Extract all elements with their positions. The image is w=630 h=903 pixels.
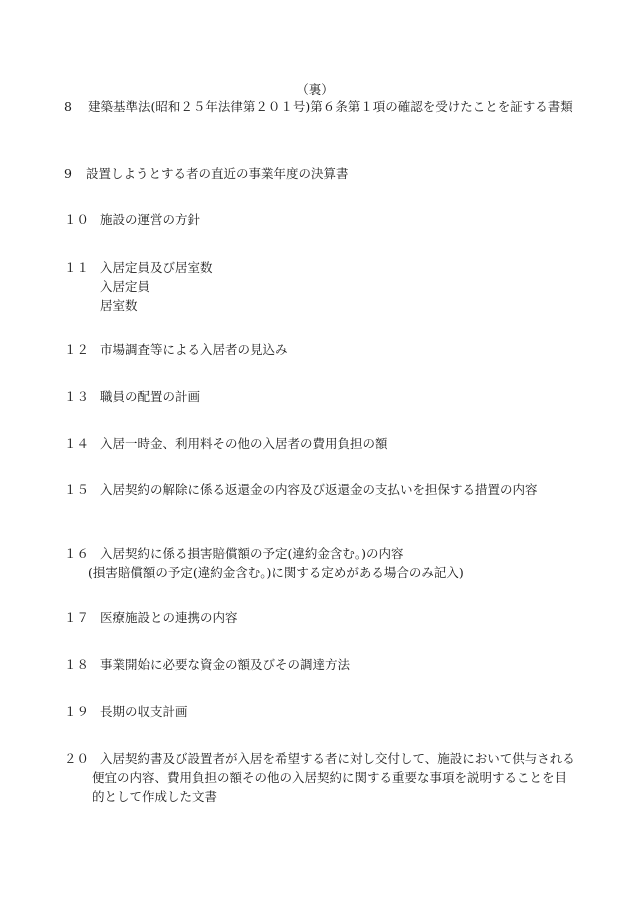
list-item [64,210,574,229]
list-item [64,608,574,627]
sub-item-rooms: 居室数 [100,298,138,313]
item-number: １４ [64,436,90,451]
page-heading: （裏） [296,82,334,97]
item-text: 医療施設との連携の内容 [100,610,238,625]
item-number: 8 [64,99,72,114]
item-number: 9 [64,166,72,181]
item-text: 職員の配置の計画 [100,389,201,404]
list-item [64,749,574,806]
item-text: 入居契約の解除に係る返還金の内容及び返還金の支払いを担保する措置の内容 [100,482,538,497]
item-number: １５ [64,482,90,497]
item-number: １２ [64,342,90,357]
list-item [64,480,574,499]
item-number: １０ [64,212,90,227]
item-number: １３ [64,389,90,404]
list-item [64,164,574,183]
item-text: 設置しようとする者の直近の事業年度の決算書 [86,166,349,181]
list-item [64,97,574,116]
item-note: (損害賠償額の予定(違約金含む。)に関する定めがある場合のみ記入) [88,565,464,580]
item-text: 事業開始に必要な資金の額及びその調達方法 [100,657,351,672]
list-item [64,434,574,453]
item-number: ２０ [64,751,90,766]
item-text: 施設の運営の方針 [100,212,201,227]
list-item [64,544,574,582]
item-text: 入居定員及び居室数 [100,260,213,275]
list-item [64,387,574,406]
list-item [64,258,574,315]
item-number: １７ [64,610,90,625]
item-number: １１ [64,260,90,275]
item-number: １６ [64,546,90,561]
sub-item-capacity: 入居定員 [100,279,151,294]
item-text: 入居契約に係る損害賠償額の予定(違約金含む。)の内容 [100,546,404,561]
item-number: １８ [64,657,90,672]
item-text: 入居契約書及び設置者が入居を希望する者に対し交付して、施設において供与される便宜の内容、費用負担の額その他の入居契約に関する重要な事項を説明することを目的として作成した文書 [92,751,575,804]
item-number: １９ [64,704,90,719]
item-text: 長期の収支計画 [100,704,188,719]
list-item [64,655,574,674]
list-item [64,702,574,721]
item-text: 建築基準法(昭和２５年法律第２０１号)第６条第１項の確認を受けたことを証する書類 [88,99,573,114]
item-text: 入居一時金、利用料その他の入居者の費用負担の額 [100,436,388,451]
item-text: 市場調査等による入居者の見込み [100,342,288,357]
list-item [64,340,574,359]
